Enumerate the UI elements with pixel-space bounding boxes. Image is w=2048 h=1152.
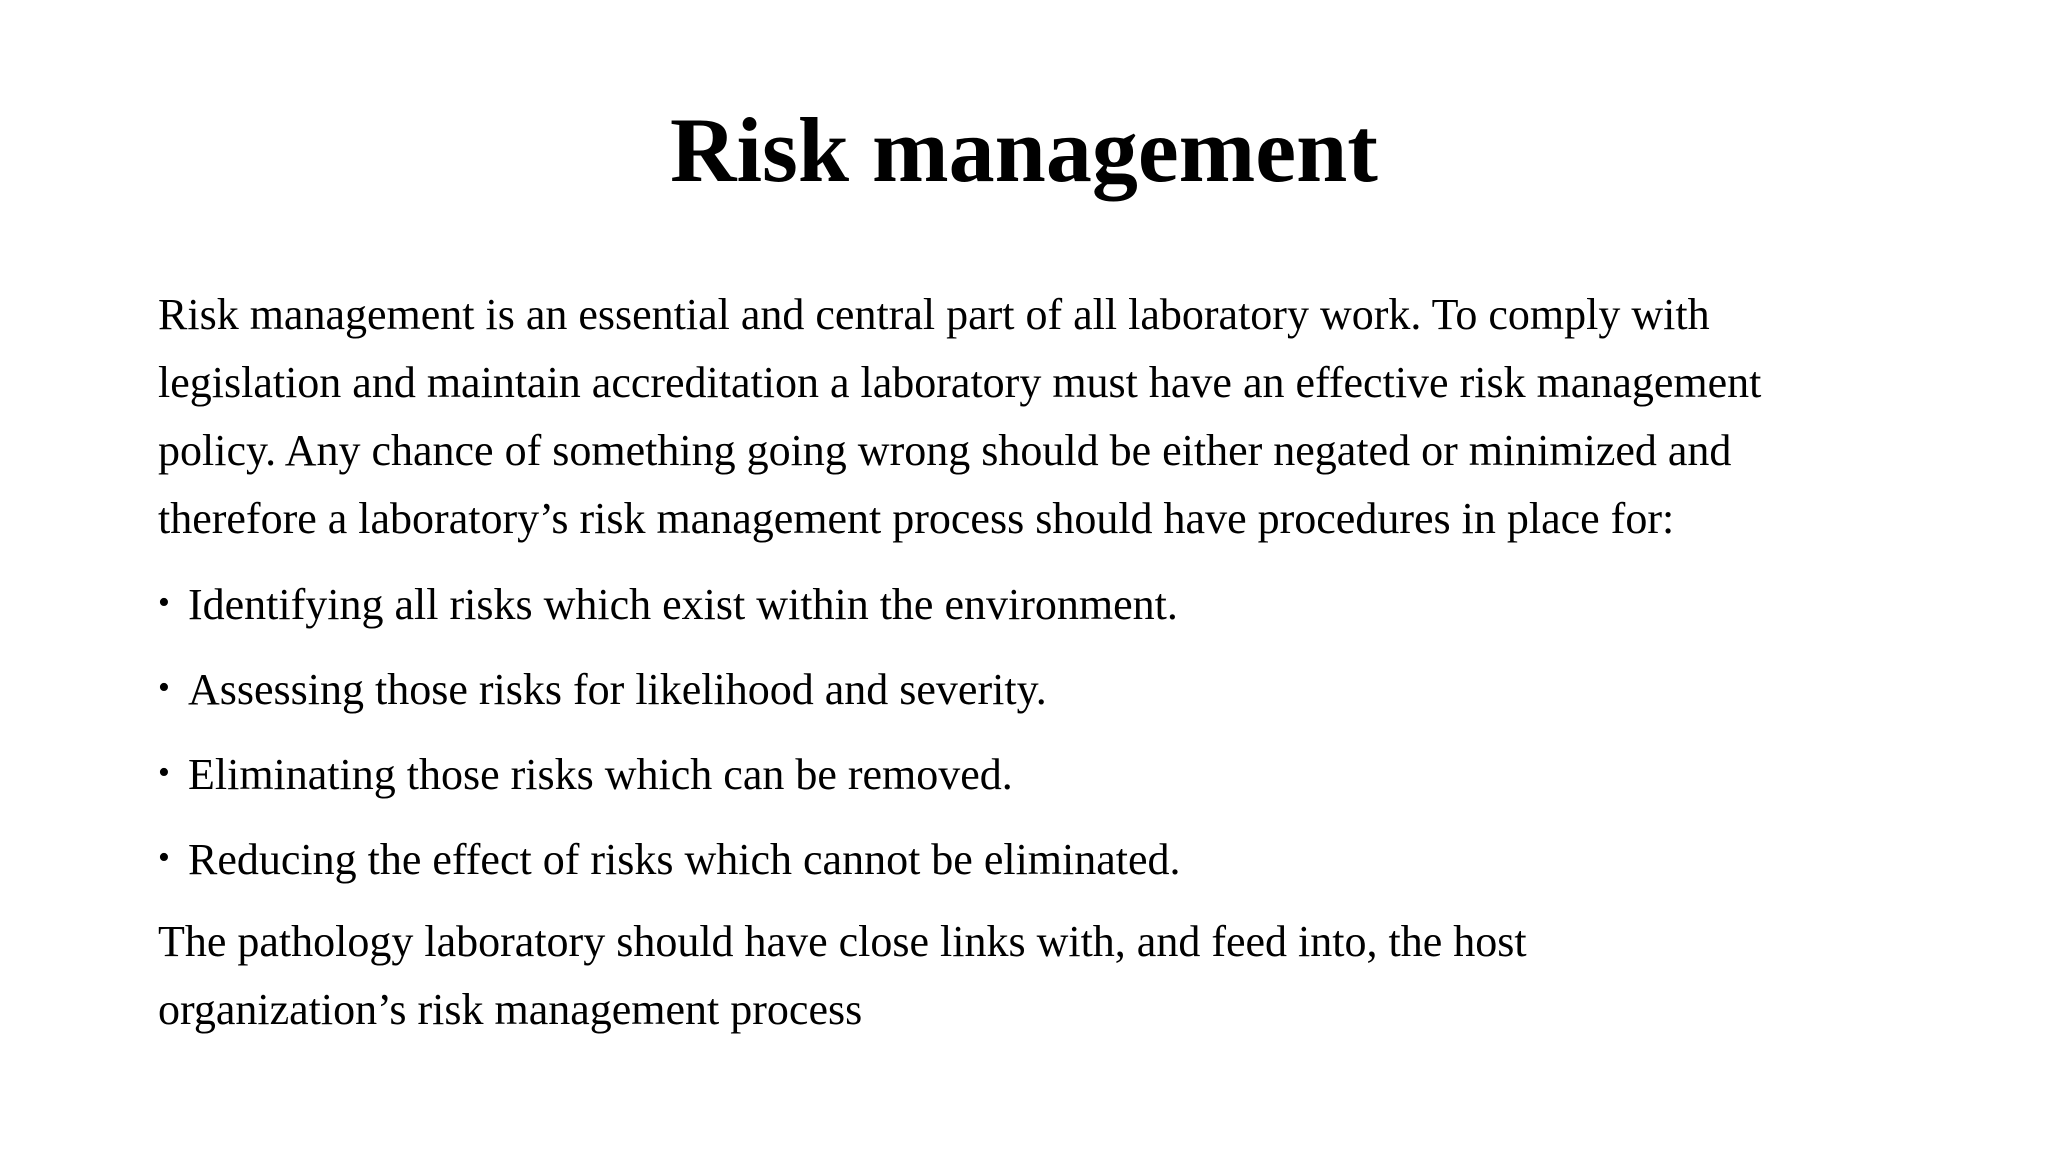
- bullet-icon: •: [158, 839, 170, 876]
- bullet-icon: •: [158, 584, 170, 621]
- slide-title: Risk management: [670, 99, 1378, 201]
- bullet-item: [158, 826, 1918, 894]
- bullet-list: [158, 571, 1918, 894]
- intro-line: legislation and maintain accreditation a laboratory must have an effective risk management: [158, 358, 1762, 407]
- closing-line: organization’s risk management process: [158, 985, 863, 1034]
- bullet-icon: •: [158, 754, 170, 791]
- intro-line: Risk management is an essential and central part of all laboratory work. To comply with: [158, 290, 1710, 339]
- closing-paragraph: [158, 908, 1918, 1044]
- bullet-item: [158, 656, 1918, 724]
- intro-line: therefore a laboratory’s risk management process should have procedures in place for:: [158, 494, 1675, 543]
- intro-line: policy. Any chance of something going wrong should be either negated or minimized and: [158, 426, 1732, 475]
- intro-paragraph: [158, 281, 1918, 553]
- bullet-item: [158, 571, 1918, 639]
- closing-line: The pathology laboratory should have close links with, and feed into, the host: [158, 917, 1527, 966]
- bullet-text: Reducing the effect of risks which cannot be eliminated.: [188, 835, 1181, 884]
- bullet-icon: •: [158, 669, 170, 706]
- bullet-text: Identifying all risks which exist within the environment.: [188, 580, 1178, 629]
- bullet-text: Eliminating those risks which can be removed.: [188, 750, 1013, 799]
- slide-body: [158, 281, 1918, 1044]
- bullet-item: [158, 741, 1918, 809]
- bullet-text: Assessing those risks for likelihood and severity.: [188, 665, 1047, 714]
